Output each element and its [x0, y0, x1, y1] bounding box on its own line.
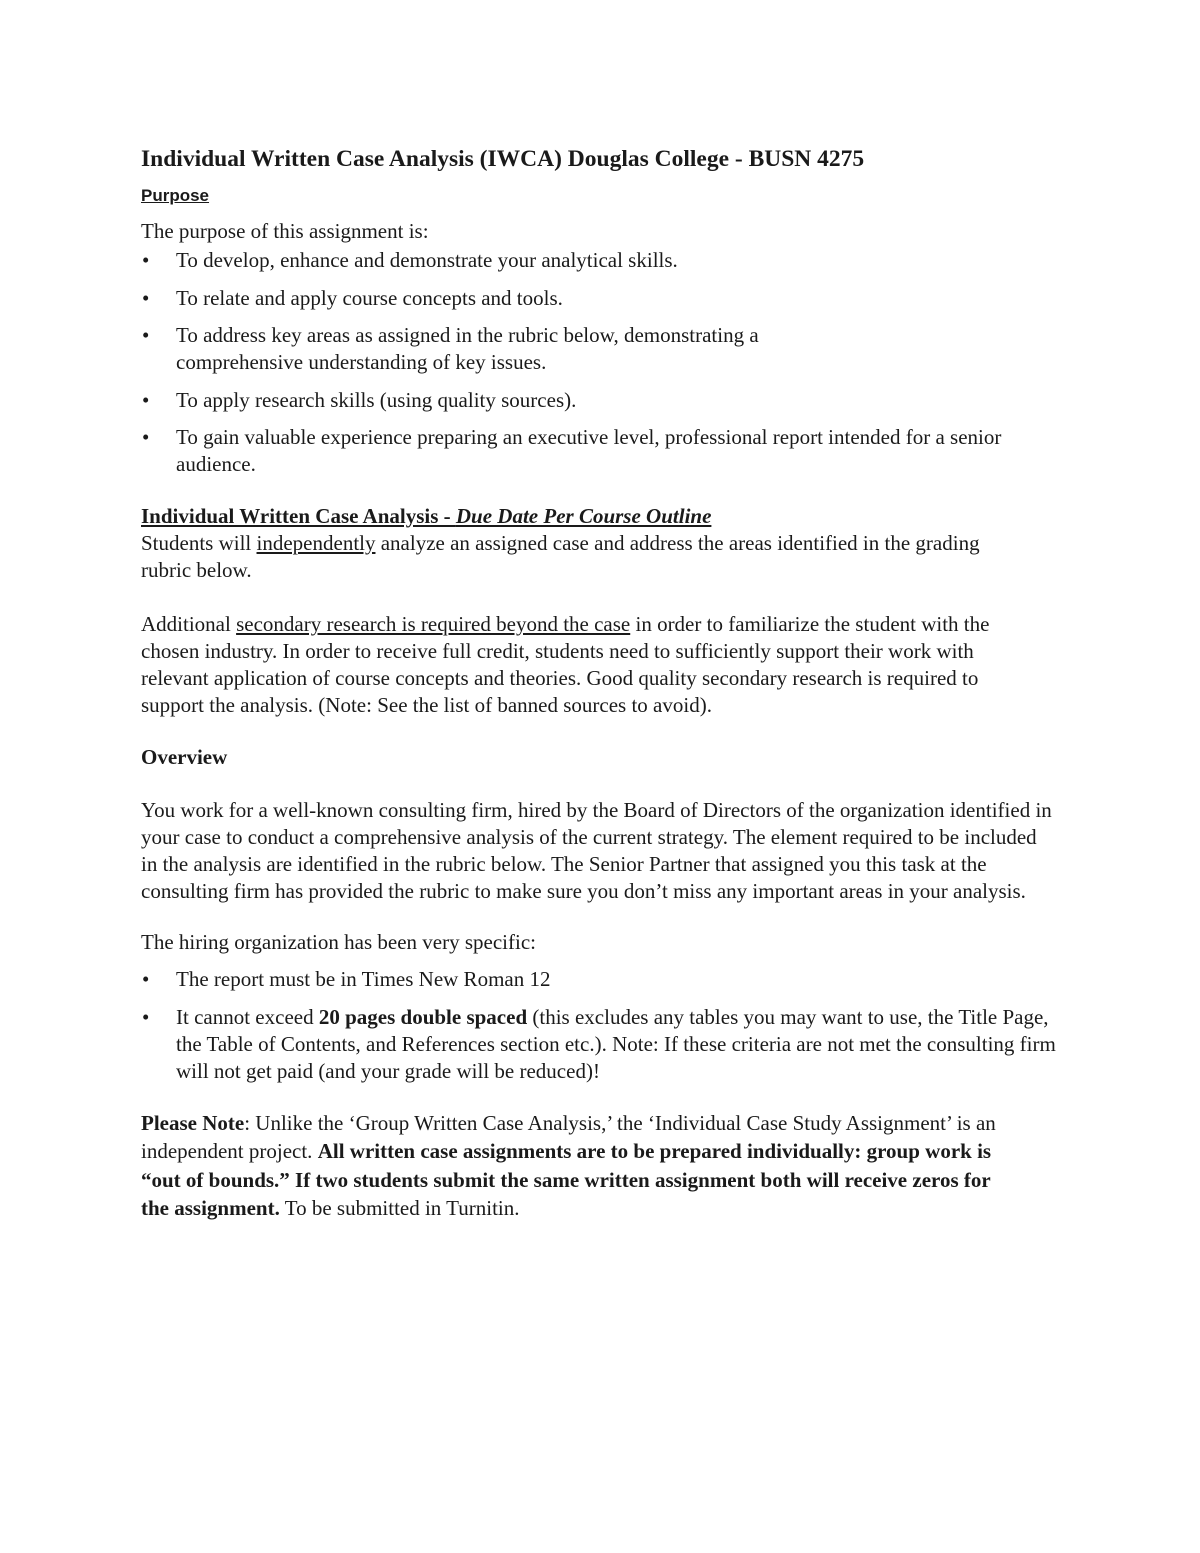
iwca-heading-due-date: Due Date Per Course Outline [455, 504, 712, 528]
iwca-paragraph-2 [141, 611, 1046, 719]
iwca-p2-text-b: in order to familiarize the student with the chosen industry. In order to receive full credit, students need to sufficiently support their work with relevant application of course concepts and theories. Good quality secondary research is required to support the analysis. (Note: See the list of banned sources to avoid). [141, 612, 990, 717]
iwca-p1-text-b: analyze an assigned case and address the areas identified in the grading rubric below. [141, 531, 980, 582]
document-content [141, 136, 1061, 1223]
note-bold: All written case assignments are to be prepared individually: group work is “out of bounds.” If two students submit the same written assignment both will receive zeros for the assignment. [141, 1139, 992, 1220]
list-item-text: To gain valuable experience preparing an executive level, professional report intended for a senior audience. [176, 425, 1002, 476]
list-item-text: The report must be in Times New Roman 12 [176, 967, 551, 991]
req2-bold: 20 pages double spaced [318, 1004, 528, 1029]
list-item [141, 285, 1061, 312]
iwca-p1-underlined: independently [256, 531, 376, 555]
bullet-icon: • [142, 425, 150, 449]
note-text-a: : Unlike the ‘Group Written Case Analysis,’ the ‘Individual Case Study Assignment’ is an independent project. [141, 1110, 996, 1163]
list-item [141, 247, 1061, 274]
purpose-heading: Purpose [141, 186, 210, 205]
purpose-intro: The purpose of this assignment is: [141, 219, 429, 243]
iwca-paragraph-1 [141, 530, 1021, 584]
list-item [141, 966, 1061, 993]
bullet-icon: • [142, 248, 150, 272]
list-item-text: To develop, enhance and demonstrate your analytical skills. [176, 248, 678, 272]
list-item [141, 424, 1076, 478]
list-item-text: To address key areas as assigned in the rubric below, demonstrating a comprehensive understanding of key issues. [176, 323, 759, 374]
iwca-heading-main: Individual Written Case Analysis - [141, 504, 456, 528]
note-label: Please Note [141, 1110, 245, 1135]
list-item-text: To relate and apply course concepts and tools. [176, 285, 563, 310]
overview-paragraph: You work for a well-known consulting firm, hired by the Board of Directors of the organization identified in your case to conduct a comprehensive analysis of the current strategy. The element required to be included in the analysis are identified in the rubric below. The Senior Partner that assigned you this task at the consulting firm has provided the rubric to make sure you don’t miss any important areas in your analysis. [141, 798, 1052, 903]
requirements-list [141, 966, 1061, 1085]
list-item [141, 1004, 1076, 1085]
bullet-icon: • [142, 285, 150, 310]
note-text-b: To be submitted in Turnitin. [279, 1196, 520, 1220]
req2-text-b: (this excludes any tables you may want to use, the Title Page, the Table of Contents, and References section etc.). Note: If these criteria are not met the consulting firm will not get paid (and your grade will be reduced)! [176, 1004, 1056, 1083]
bullet-icon: • [142, 1004, 150, 1029]
overview-heading: Overview [141, 745, 228, 769]
iwca-p1-text-a: Students will [141, 531, 257, 555]
list-item [141, 387, 1061, 414]
list-item-text [176, 1005, 1056, 1083]
iwca-p2-underlined: secondary research is required beyond the case [236, 612, 631, 636]
iwca-p2-text-a: Additional [141, 612, 237, 636]
req2-text-a: It cannot exceed [176, 1004, 319, 1029]
bullet-icon: • [142, 323, 150, 347]
bullet-icon: • [142, 387, 150, 412]
list-item-text: To apply research skills (using quality sources). [176, 387, 577, 412]
iwca-heading [141, 503, 1061, 530]
please-note-paragraph [141, 1109, 1011, 1223]
purpose-list [141, 247, 1061, 478]
page-title: Individual Written Case Analysis (IWCA) Douglas College - BUSN 4275 [141, 146, 865, 172]
hiring-intro: The hiring organization has been very specific: [141, 930, 536, 954]
bullet-icon: • [142, 967, 150, 991]
list-item [141, 322, 876, 376]
